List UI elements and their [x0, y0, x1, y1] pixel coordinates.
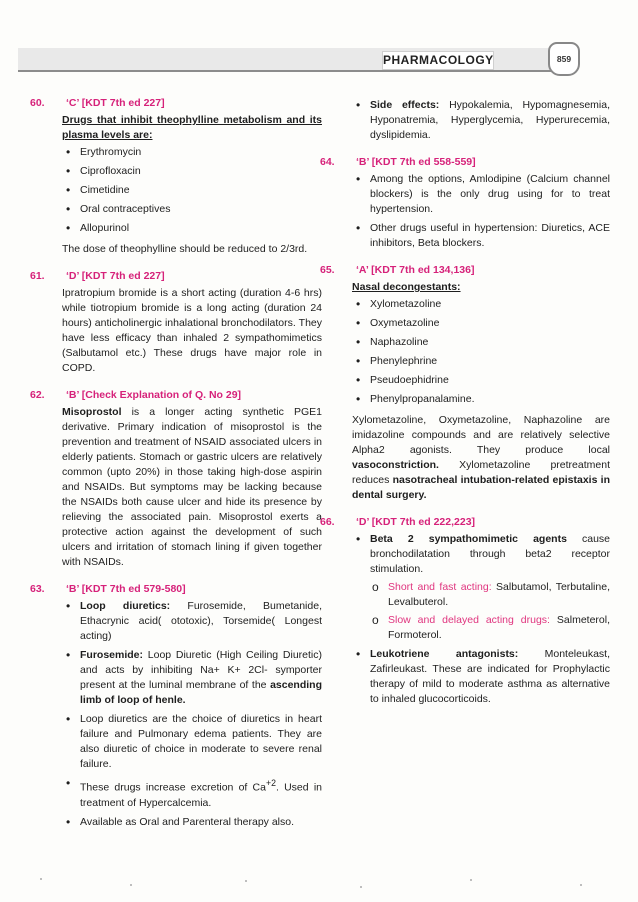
- left-column: [30, 96, 322, 842]
- list-item: • Loop diuretics: Furosemide, Bumetanide, Ethacrynic acid( ototoxic), Torsemide( Longest acting): [62, 599, 322, 644]
- q62-text: Misoprostol is a longer acting synthetic PGE1 derivative. Primary indication of misoprostol is the prevention and treatment of NSAID associated ulcers in elderly patients. Stomach or gastric ulcers are relatively common (upto 20%) in those taking high-dose aspirin and NSAIDs. But symptoms may be lacking because the NSAIDs both cause ulcer and hide its presence by relieving the associated pain. Misoprostol exerts a protective action against the development of such ulcers and irritation of stomach lining if given together with NSAIDs.: [62, 406, 322, 568]
- list-item: • Oral contraceptives: [62, 202, 322, 217]
- list-item: • Loop diuretics are the choice of diuretics in heart failure and Pulmonary edema patients. They are also diuretic of choice in moderate to severe renal failure.: [62, 712, 322, 772]
- q61-text: Ipratropium bromide is a short acting (duration 4-6 hrs) while tiotropium bromide is a long acting (duration 24 hours) anticholinergic inhalational bronchodilators. They have less efficacy than inhaled 2 sympathomimetics (Salbutamol etc.) These drugs have major role in COPD.: [62, 287, 322, 374]
- list-item: • Oxymetazoline: [352, 316, 610, 331]
- list-item: • Phenylpropanalamine.: [352, 392, 610, 407]
- question-66: [320, 515, 610, 707]
- list-item: • Leukotriene antagonists: Monteleukast, Zafirleukast. These are indicated for Prophylactic therapy of mild to moderate asthma as alternative to inhaled glucocorticoids.: [352, 647, 610, 707]
- question-60: [30, 96, 322, 257]
- q61-header: 61. ‘D’ [KDT 7th ed 227]: [30, 270, 165, 282]
- list-item: • Beta 2 sympathomimetic agents cause bronchodilatation through beta2 receptor stimulation. o Short and fast acting: Salbutamol, Terbutaline, Levalbuterol. o Slow and delayed acting drugs: Salmeterol, Formoterol.: [352, 532, 610, 643]
- list-item: • Among the options, Amlodipine (Calcium channel blockers) is the only drug using for to treat hypertension.: [352, 172, 610, 217]
- q65-decongestant-list: [352, 297, 610, 407]
- list-item: • Furosemide: Loop Diuretic (High Ceiling Diuretic) and acts by inhibiting Na+ K+ 2Cl- symporter present at the luminal membrane of the ascending limb of loop of henle.: [62, 648, 322, 708]
- q63-list: [62, 599, 322, 830]
- header-rule: [18, 70, 563, 72]
- page-title: PHARMACOLOGY: [382, 51, 494, 70]
- q64-header: 64. ‘B’ [KDT 7th ed 558-559]: [320, 156, 476, 168]
- q60-heading: Drugs that inhibit theophylline metabolism and its plasma levels are:: [62, 114, 322, 141]
- scan-speck: [470, 879, 472, 881]
- list-item: • Phenylephrine: [352, 354, 610, 369]
- list-item: • Side effects: Hypokalemia, Hypomagnesemia, Hyponatremia, Hyperglycemia, Hyperurecemia, dyslipidemia.: [352, 98, 610, 143]
- list-item: • Available as Oral and Parenteral therapy also.: [62, 815, 322, 830]
- list-item: • Pseudoephidrine: [352, 373, 610, 388]
- tooth-page-number-badge: 859: [548, 42, 580, 76]
- question-61: [30, 269, 322, 376]
- list-item: • Allopurinol: [62, 221, 322, 236]
- sub-list-item: o Slow and delayed acting drugs: Salmeterol, Formoterol.: [370, 613, 610, 643]
- scan-speck: [360, 886, 362, 888]
- question-63: [30, 582, 322, 830]
- q66-sublist: [370, 580, 610, 643]
- list-item: • Erythromycin: [62, 145, 322, 160]
- q60-note: The dose of theophylline should be reduced to 2/3rd.: [62, 243, 308, 255]
- list-item: • Cimetidine: [62, 183, 322, 198]
- sub-list-item: o Short and fast acting: Salbutamol, Terbutaline, Levalbuterol.: [370, 580, 610, 610]
- q63-header: 63. ‘B’ [KDT 7th ed 579-580]: [30, 583, 186, 595]
- scan-speck: [130, 884, 132, 886]
- list-item: • Ciprofloxacin: [62, 164, 322, 179]
- scan-speck: [580, 884, 582, 886]
- q66-header: 66. ‘D’ [KDT 7th ed 222,223]: [320, 516, 476, 528]
- scan-speck: [40, 878, 42, 880]
- right-column: [320, 96, 610, 719]
- q65-heading: Nasal decongestants:: [352, 281, 461, 293]
- q65-text: Xylometazoline, Oxymetazoline, Naphazoline are imidazoline compounds and are relatively selective Alpha2 agonists. They produce local vasoconstriction. Xylometazoline pretreatment reduces nasotracheal intubation-related epistaxis in dental surgery.: [352, 414, 610, 501]
- question-64: [320, 155, 610, 251]
- q60-drug-list: [62, 145, 322, 236]
- q60-header: 60. ‘C’ [KDT 7th ed 227]: [30, 97, 165, 109]
- scan-speck: [245, 880, 247, 882]
- list-item: • Naphazoline: [352, 335, 610, 350]
- question-62: [30, 388, 322, 570]
- q65-header: 65. ‘A’ [KDT 7th ed 134,136]: [320, 264, 475, 276]
- q62-header: 62. ‘B’ [Check Explanation of Q. No 29]: [30, 389, 242, 401]
- list-item: • Xylometazoline: [352, 297, 610, 312]
- list-item: • Other drugs useful in hypertension: Diuretics, ACE inhibitors, Beta blockers.: [352, 221, 610, 251]
- q63-side-effects: [352, 98, 610, 143]
- list-item: • These drugs increase excretion of $Ca^{+2}$. Used in treatment of Hypercalcemia.: [62, 776, 322, 811]
- q64-list: [352, 172, 610, 251]
- q66-list: [352, 532, 610, 707]
- question-65: [320, 263, 610, 503]
- question-63-continued: [320, 98, 610, 143]
